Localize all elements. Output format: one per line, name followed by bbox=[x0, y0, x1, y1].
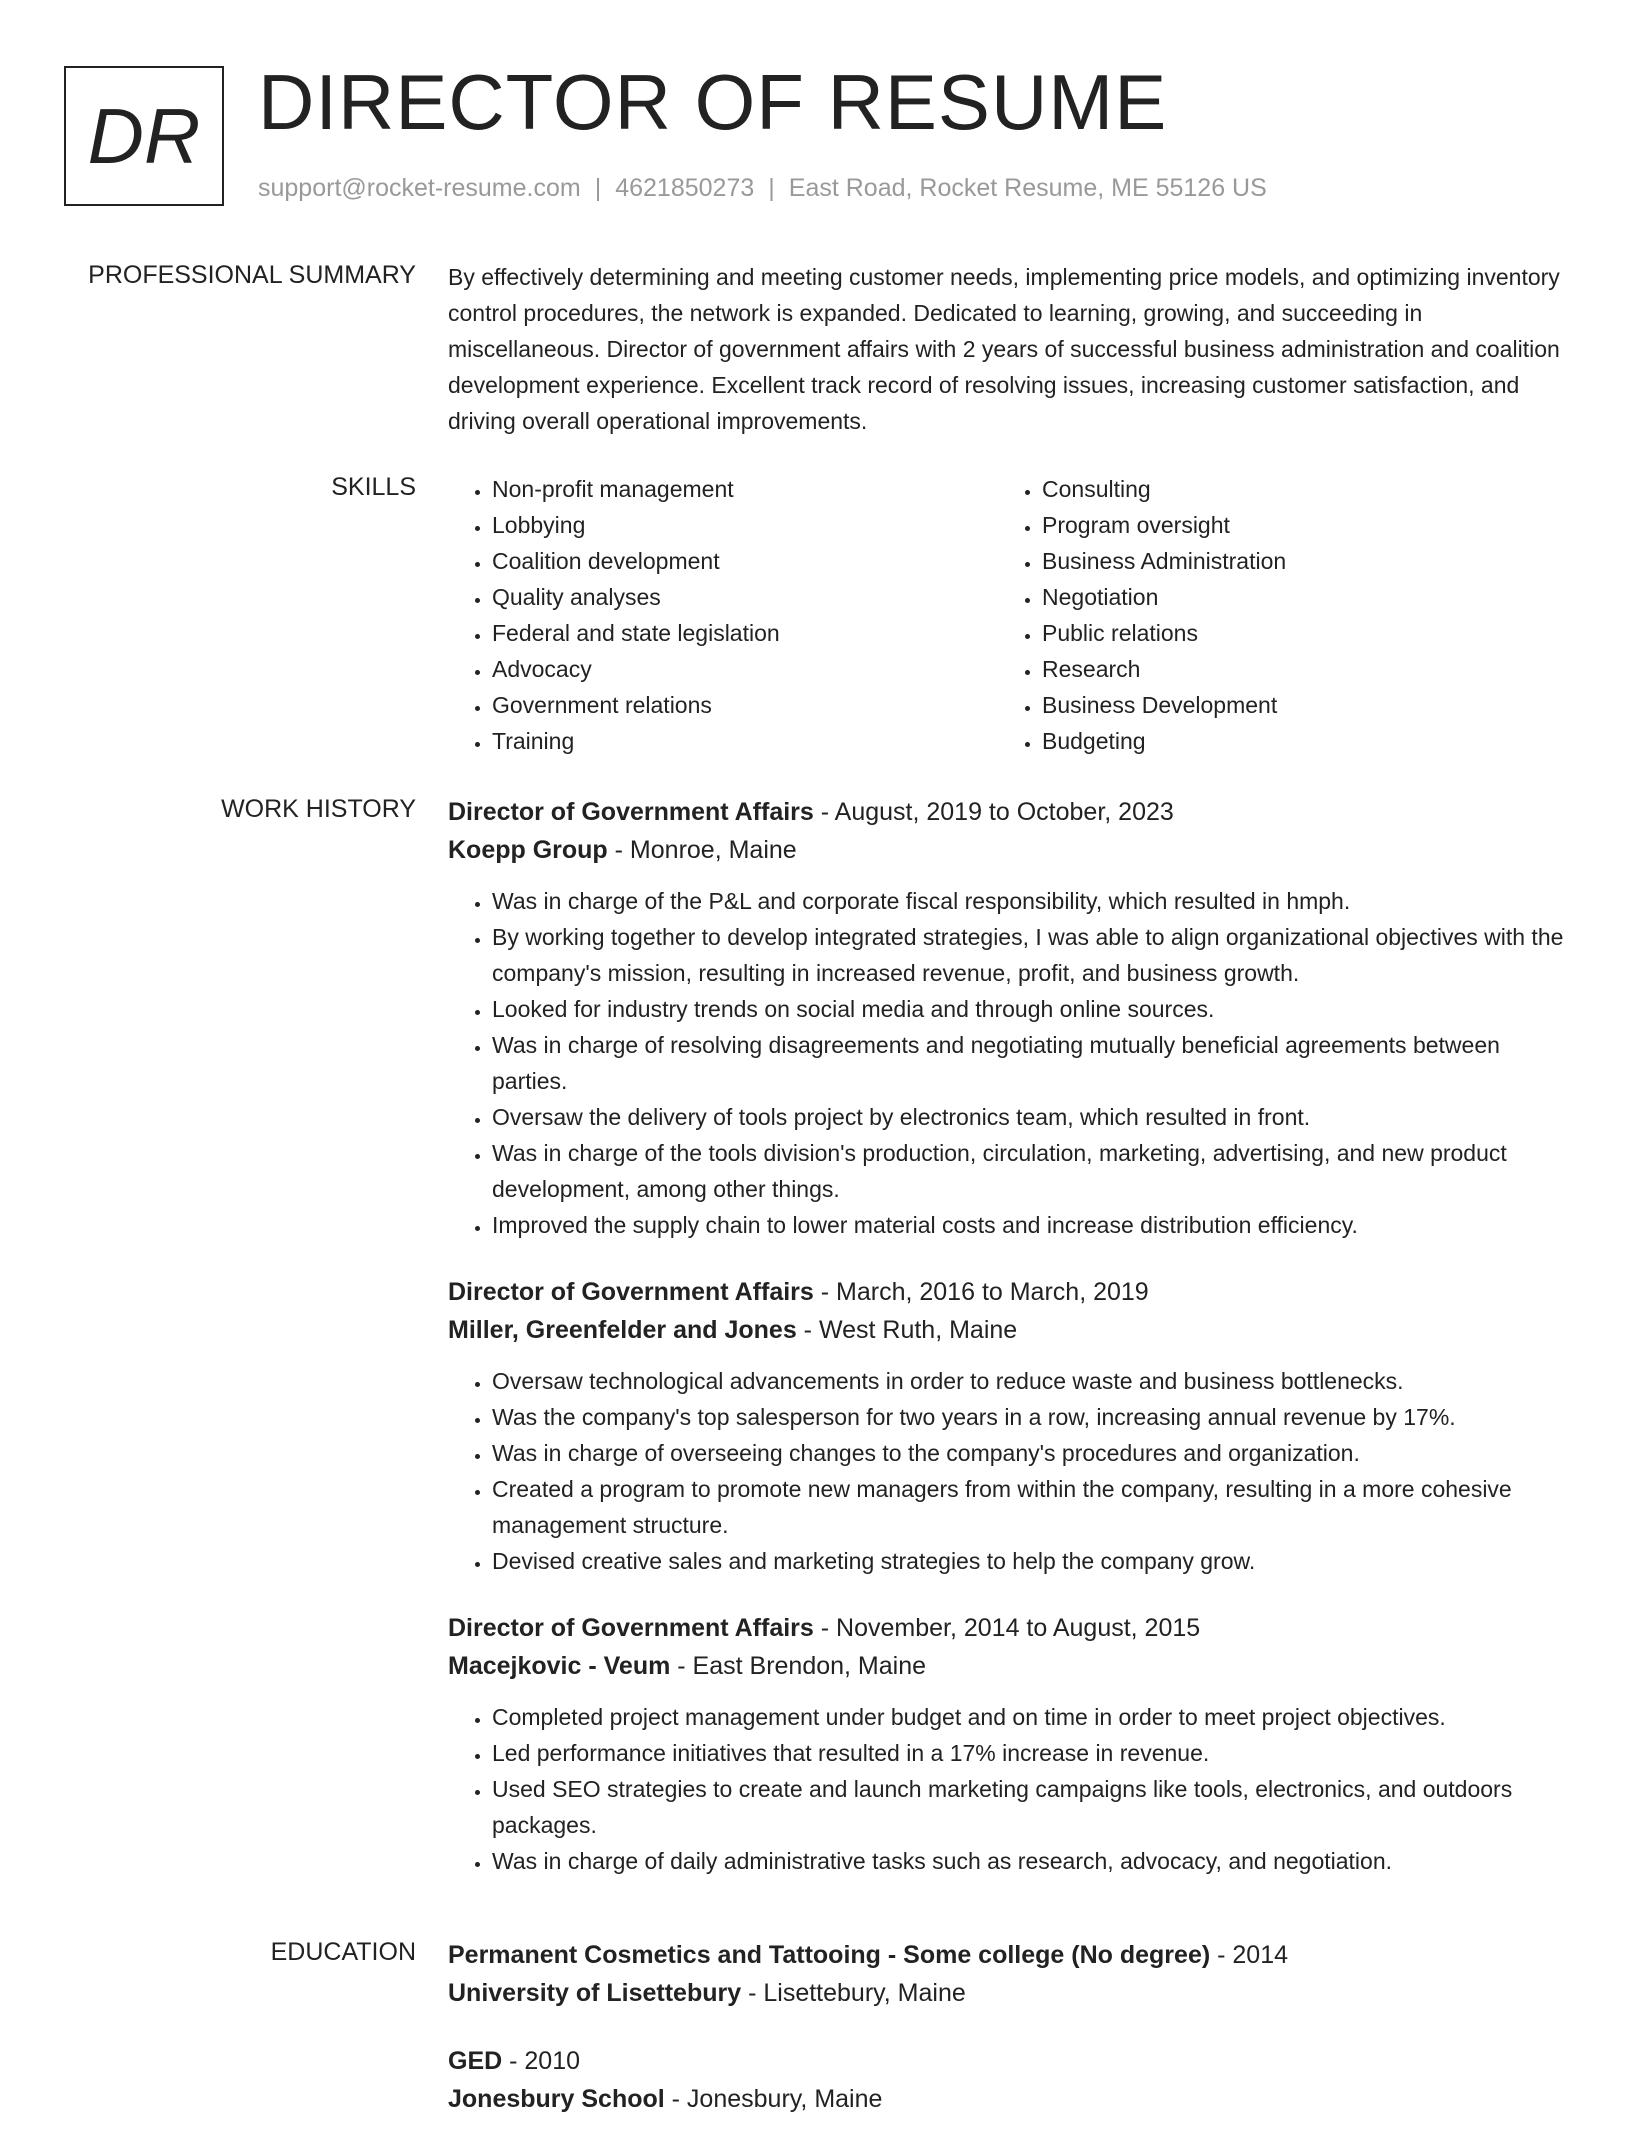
job-title-line bbox=[448, 793, 1568, 831]
job-location: - East Brendon, Maine bbox=[670, 1652, 927, 1680]
work-history-content bbox=[448, 793, 1568, 1909]
job-bullet-list bbox=[448, 1363, 1568, 1579]
education-school: Jonesbury School bbox=[448, 2085, 665, 2113]
job-bullet: • Improved the supply chain to lower material costs and increase distribution efficiency. bbox=[492, 1207, 1568, 1243]
job-bullet-list bbox=[448, 883, 1568, 1243]
education-year: - 2010 bbox=[502, 2047, 581, 2075]
section-title-summary: PROFESSIONAL SUMMARY bbox=[88, 261, 416, 289]
section-title-work-history: WORK HISTORY bbox=[221, 795, 416, 823]
skill-item: • Advocacy bbox=[492, 651, 998, 687]
skill-item: • Training bbox=[492, 723, 998, 759]
job-bullet: • Devised creative sales and marketing strategies to help the company grow. bbox=[492, 1543, 1568, 1579]
skill-item: • Quality analyses bbox=[492, 579, 998, 615]
skill-item: • Program oversight bbox=[1042, 507, 1548, 543]
job-entry bbox=[448, 1273, 1568, 1579]
skill-item: • Negotiation bbox=[1042, 579, 1548, 615]
job-company: Koepp Group bbox=[448, 836, 608, 864]
job-bullet: • Was in charge of the tools division's production, circulation, marketing, advertising, and new product development, among other things. bbox=[492, 1135, 1568, 1207]
skill-item: • Business Administration bbox=[1042, 543, 1548, 579]
section-title-skills: SKILLS bbox=[331, 473, 416, 501]
education-degree-line bbox=[448, 2042, 1568, 2080]
summary-content bbox=[448, 259, 1568, 439]
contact-separator: | bbox=[768, 174, 775, 202]
job-company-line bbox=[448, 1647, 1568, 1685]
skill-item: • Business Development bbox=[1042, 687, 1548, 723]
contact-address: East Road, Rocket Resume, ME 55126 US bbox=[788, 174, 1267, 202]
job-bullet: • By working together to develop integrated strategies, I was able to align organizational objectives with the company's mission, resulting in increased revenue, profit, and business growth. bbox=[492, 919, 1568, 991]
job-role: Director of Government Affairs bbox=[448, 1614, 814, 1642]
education-degree: GED bbox=[448, 2047, 503, 2075]
education-school: University of Lisettebury bbox=[448, 1979, 742, 2007]
education-location: - Jonesbury, Maine bbox=[664, 2085, 883, 2113]
summary-text: By effectively determining and meeting customer needs, implementing price models, and optimizing inventory control procedures, the network is expanded. Dedicated to learning, growing, and succeeding in miscellaneous. Director of government affairs with 2 years of successful business administration and coalition development experience. Excellent track record of resolving issues, increasing customer satisfaction, and driving overall operational improvements. bbox=[448, 264, 1560, 434]
contact-email[interactable]: support@rocket-resume.com bbox=[258, 174, 581, 202]
job-role: Director of Government Affairs bbox=[448, 798, 814, 826]
skill-item: • Coalition development bbox=[492, 543, 998, 579]
skill-item: • Government relations bbox=[492, 687, 998, 723]
skill-item: • Budgeting bbox=[1042, 723, 1548, 759]
job-bullet: • Was in charge of the P&L and corporate fiscal responsibility, which resulted in hmph. bbox=[492, 883, 1568, 919]
skill-item: • Public relations bbox=[1042, 615, 1548, 651]
job-title-line bbox=[448, 1609, 1568, 1647]
skill-item: • Research bbox=[1042, 651, 1548, 687]
contact-line bbox=[258, 174, 1267, 203]
education-location: - Lisettebury, Maine bbox=[741, 1979, 966, 2007]
job-company-line bbox=[448, 1311, 1568, 1349]
job-company: Macejkovic - Veum bbox=[448, 1652, 671, 1680]
job-bullet: • Was in charge of overseeing changes to the company's procedures and organization. bbox=[492, 1435, 1568, 1471]
job-bullet: • Was in charge of resolving disagreements and negotiating mutually beneficial agreements between parties. bbox=[492, 1027, 1568, 1099]
job-bullet: • Oversaw the delivery of tools project by electronics team, which resulted in front. bbox=[492, 1099, 1568, 1135]
education-school-line bbox=[448, 2080, 1568, 2118]
job-entry bbox=[448, 1609, 1568, 1879]
job-dates: - August, 2019 to October, 2023 bbox=[813, 798, 1174, 826]
education-degree-line bbox=[448, 1936, 1568, 1974]
job-bullet: • Was the company's top salesperson for two years in a row, increasing annual revenue by 17%. bbox=[492, 1399, 1568, 1435]
skill-item: • Federal and state legislation bbox=[492, 615, 998, 651]
job-company: Miller, Greenfelder and Jones bbox=[448, 1316, 797, 1344]
education-content bbox=[448, 1936, 1568, 2148]
skill-item: • Non-profit management bbox=[492, 471, 998, 507]
job-dates: - November, 2014 to August, 2015 bbox=[813, 1614, 1201, 1642]
skill-item: • Consulting bbox=[1042, 471, 1548, 507]
job-bullet: • Used SEO strategies to create and launch marketing campaigns like tools, electronics, and outdoors packages. bbox=[492, 1771, 1568, 1843]
job-role: Director of Government Affairs bbox=[448, 1278, 814, 1306]
contact-separator: | bbox=[594, 174, 602, 202]
job-bullet-list bbox=[448, 1699, 1568, 1879]
job-entry bbox=[448, 793, 1568, 1243]
job-bullet: • Completed project management under budget and on time in order to meet project objectives. bbox=[492, 1699, 1568, 1735]
candidate-name: DIRECTOR OF RESUME bbox=[258, 58, 1168, 146]
section-title-education: EDUCATION bbox=[270, 1938, 416, 1966]
education-school-line bbox=[448, 1974, 1568, 2012]
job-dates: - March, 2016 to March, 2019 bbox=[813, 1278, 1149, 1306]
job-bullet: • Created a program to promote new managers from within the company, resulting in a more cohesive management structure. bbox=[492, 1471, 1568, 1543]
job-bullet: • Oversaw technological advancements in order to reduce waste and business bottlenecks. bbox=[492, 1363, 1568, 1399]
job-location: - West Ruth, Maine bbox=[796, 1316, 1018, 1344]
skills-column-left bbox=[448, 471, 998, 759]
education-year: - 2014 bbox=[1210, 1941, 1289, 1969]
job-bullet: • Led performance initiatives that resulted in a 17% increase in revenue. bbox=[492, 1735, 1568, 1771]
skills-content bbox=[448, 471, 1568, 759]
job-location: - Monroe, Maine bbox=[607, 836, 797, 864]
contact-phone[interactable]: 4621850273 bbox=[615, 174, 755, 202]
education-degree: Permanent Cosmetics and Tattooing - Some college (No degree) bbox=[448, 1941, 1211, 1969]
job-company-line bbox=[448, 831, 1568, 869]
job-bullet: • Looked for industry trends on social media and through online sources. bbox=[492, 991, 1568, 1027]
education-entry bbox=[448, 1936, 1568, 2012]
skill-item: • Lobbying bbox=[492, 507, 998, 543]
job-title-line bbox=[448, 1273, 1568, 1311]
skills-column-right bbox=[998, 471, 1548, 759]
education-entry bbox=[448, 2042, 1568, 2118]
job-bullet: • Was in charge of daily administrative tasks such as research, advocacy, and negotiation. bbox=[492, 1843, 1568, 1879]
monogram-badge: DR bbox=[64, 66, 224, 206]
